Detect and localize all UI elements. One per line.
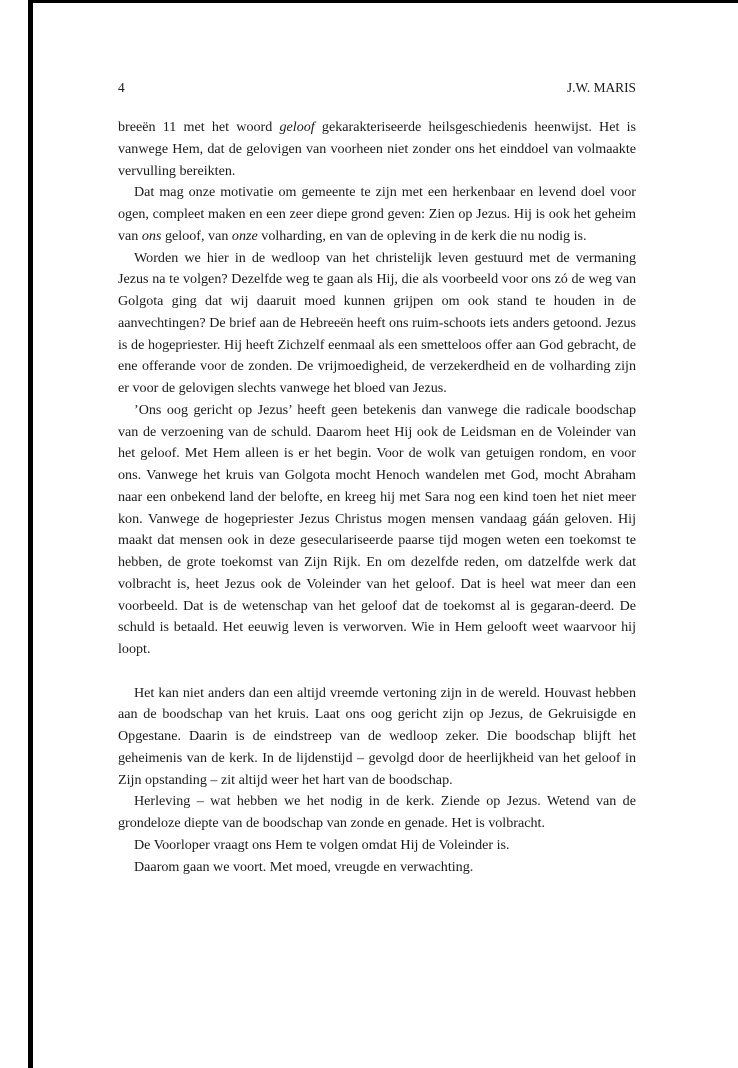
page-number: 4: [118, 80, 125, 95]
scan-edge-top: [30, 0, 738, 3]
paragraph: Dat mag onze motivatie om gemeente te zijn met een herkenbaar en levend doel voor ogen, compleet maken en een zeer diepe grond geven: Zien op Jezus. Hij is ook het geheim van ons geloof, van onze volharding, en van de opleving in de kerk die nu nodig is.: [118, 184, 636, 244]
paragraph: ’Ons oog gericht op Jezus’ heeft geen betekenis dan vanwege die radicale boodschap van de verzoening van de schuld. Daarom heet Hij ook de Leidsman en de Voleinder van het geloof. Met Hem alleen is er het begin. Voor de wolk van getuigen rondom, en voor ons. Vanwege het kruis van Golgota mocht Henoch wandelen met God, mocht Abraham naar een onbekend land der belofte, en kreeg hij met Sara nog een kind toen het niet meer kon. Vanwege de hogepriester Jezus Christus mogen mensen vandaag gáán geloven. Hij maakt dat mensen ook in deze geseculariseerde paarse tijd mogen weten een toekomst te hebben, de grote toekomst van Zijn Rijk. En om dezelfde reden, om datzelfde werk dat volbracht is, heet Jezus ook de Voleinder van het geloof. Dat is heel wat meer dan een voorbeeld. Dat is de wetenschap van het geloof dat de toekomst al is gegaran-deerd. De schuld is betaald. Het eeuwig leven is verworven. Wie in Hem gelooft weet waarvoor hij loopt.: [118, 401, 636, 657]
italic-term: onze: [231, 227, 258, 244]
body-text: [118, 117, 636, 878]
paragraph-continued: breeën 11 met het woord geloof gekarakteriseerde heilsgeschiedenis heenwijst. Het is vanwege Hem, dat de gelovigen van voorheen niet zonder ons het einddoel van volmaakte vervulling bereikten.: [118, 119, 636, 179]
paragraph: Het kan niet anders dan een altijd vreemde vertoning zijn in de wereld. Houvast hebben aan de boodschap van het kruis. Laat ons oog gericht zijn op Jezus, de Gekruisigde en Opgestane. Daarin is de eindstreep van de wedloop zeker. Die boodschap blijft het geheimenis van de kerk. In de lijdenstijd – gevolgd door de heerlijkheid van het geloof in Zijn opstanding – zit altijd weer het hart van de boodschap.: [118, 684, 636, 788]
italic-term: geloof: [279, 119, 315, 135]
paragraph: De Voorloper vraagt ons Hem te volgen omdat Hij de Voleinder is.: [134, 836, 510, 853]
scan-edge-left: [28, 0, 33, 1068]
paragraph: Herleving – wat hebben we het nodig in de kerk. Ziende op Jezus. Wetend van de grondeloze diepte van de boodschap van zonde en genade. Het is volbracht.: [118, 793, 636, 831]
paragraph: Daarom gaan we voort. Met moed, vreugde en verwachting.: [134, 858, 474, 875]
paragraph: Worden we hier in de wedloop van het christelijk leven gestuurd met de vermaning Jezus na te volgen? Dezelfde weg te gaan als Hij, die als voorbeeld voor ons zó de weg van Golgota ging dat wij daaruit moed kunnen grijpen om ook stand te houden in de aanvechtingen? De brief aan de Hebreeën heeft ons ruim-schoots iets anders getoond. Jezus is de hogepriester. Hij heeft Zichzelf eenmaal als een smetteloos offer aan God gebracht, de ene offerande voor de zonden. De vrijmoedigheid, de verzekerdheid en de volharding zijn er voor de gelovigen slechts vanwege het bloed van Jezus.: [118, 249, 636, 396]
running-head-author: J.W. MARIS: [566, 80, 636, 95]
italic-term: ons: [141, 227, 162, 244]
